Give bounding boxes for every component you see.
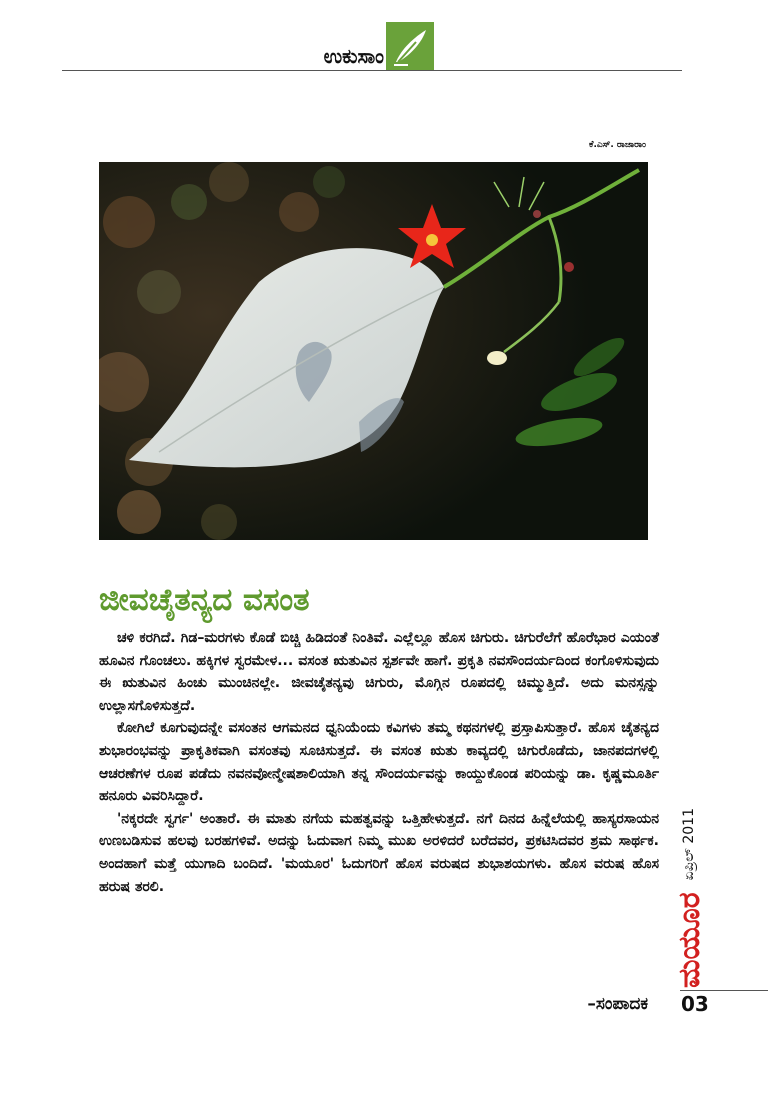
leaf-flower-photo (99, 162, 648, 540)
article-body (99, 627, 659, 898)
section-title: ಉಕುಸಾಂ (323, 44, 384, 68)
article-paragraph: ಚಳಿ ಕರಗಿದೆ. ಗಿಡ–ಮರಗಳು ಕೊಡೆ ಬಿಚ್ಚಿ ಹಿಡಿದಂತೆ ನಿಂತಿವೆ. ಎಲ್ಲೆಲ್ಲೂ ಹೊಸ ಚಿಗುರು. ಚಿಗುರೆಲೆಗೆ ಹೊರೆಭಾರ ಎಯಂತೆ ಹೂವಿನ ಗೊಂಚಲು. ಹಕ್ಕಿಗಳ ಸ್ವರಮೇಳ... ವಸಂತ ಋತುವಿನ ಸ್ಪರ್ಶವೇ ಹಾಗೆ. ಪ್ರಕೃತಿ ನವಸೌಂದರ್ಯದಿಂದ ಕಂಗೊಳಿಸುವುದು ಈ ಋತುವಿನ ಹಿಂಚು ಮುಂಚಿನಲ್ಲೇ. ಜೀವಚೈತನ್ಯವು ಚಿಗುರು, ಮೊಗ್ಗಿನ ರೂಪದಲ್ಲಿ ಚಿಮ್ಮುತ್ತಿದೆ. ಅದು ಮನಸ್ಸನ್ನು ಉಲ್ಲಾಸಗೊಳಿಸುತ್ತದೆ. (99, 630, 659, 714)
magazine-name: ಮಯೂರ (671, 892, 707, 988)
photo-credit: ಕೆ.ಎಸ್. ರಾಜಾರಾಂ (589, 140, 646, 150)
article-paragraph: ಕೋಗಿಲೆ ಕೂಗುವುದನ್ನೇ ವಸಂತನ ಆಗಮನದ ಧ್ವನಿಯೆಂದು ಕವಿಗಳು ತಮ್ಮ ಕಥನಗಳಲ್ಲಿ ಪ್ರಸ್ತಾಪಿಸುತ್ತಾರೆ. ಹೊಸ ಚೈತನ್ಯದ ಶುಭಾರಂಭವನ್ನು ಪ್ರಾಕೃತಿಕವಾಗಿ ವಸಂತವು ಸೂಚಿಸುತ್ತದೆ. ಈ ವಸಂತ ಋತು ಕಾವ್ಯದಲ್ಲಿ ಚಿಗುರೊಡೆದು, ಜಾನಪದಗಳಲ್ಲಿ ಆಚರಣೆಗಳ ರೂಪ ಪಡೆದು ನವನವೋನ್ಮೇಷಶಾಲಿಯಾಗಿ ತನ್ನ ಸೌಂದರ್ಯವನ್ನು ಕಾಯ್ದುಕೊಂಡ ಪರಿಯನ್ನು ಡಾ. ಕೃಷ್ಣಮೂರ್ತಿ ಹನೂರು ವಿವರಿಸಿದ್ದಾರೆ. (99, 720, 659, 805)
editor-signature: –ಸಂಪಾದಕ (587, 994, 648, 1014)
page-number: 03 (681, 992, 709, 1016)
article-title: ಜೀವಚೈತನ್ಯದ ವಸಂತ (99, 582, 310, 618)
header-rule (62, 70, 682, 71)
footer-rule (680, 990, 768, 991)
article-paragraph: 'ನಕ್ಕರದೇ ಸ್ವರ್ಗ' ಅಂತಾರೆ. ಈ ಮಾತು ನಗೆಯ ಮಹತ್ವವನ್ನು ಒತ್ತಿಹೇಳುತ್ತದೆ. ನಗೆ ದಿನದ ಹಿನ್ನೆಲೆಯಲ್ಲಿ ಹಾಸ್ಯರಸಾಯನ ಉಣಬಡಿಸುವ ಹಲವು ಬರಹಗಳಿವೆ. ಅದನ್ನು ಓದುವಾಗ ನಿಮ್ಮ ಮುಖ ಅರಳಿದರೆ ಬರೆದವರ, ಪ್ರಕಟಿಸಿದವರ ಶ್ರಮ ಸಾರ್ಥಕ. ಅಂದಹಾಗೆ ಮತ್ತೆ ಯುಗಾದಿ ಬಂದಿದೆ. 'ಮಯೂರ' ಓದುಗರಿಗೆ ಹೊಸ ವರುಷದ ಶುಭಾಶಯಗಳು. ಹೊಸ ವರುಷ ಹೊಸ ಹರುಷ ತರಲಿ. (99, 810, 659, 895)
pen-nib-icon (386, 22, 434, 70)
issue-date: ಏಪ್ರಿಲ್ 2011 (681, 808, 697, 881)
magazine-sidebar (672, 756, 706, 988)
